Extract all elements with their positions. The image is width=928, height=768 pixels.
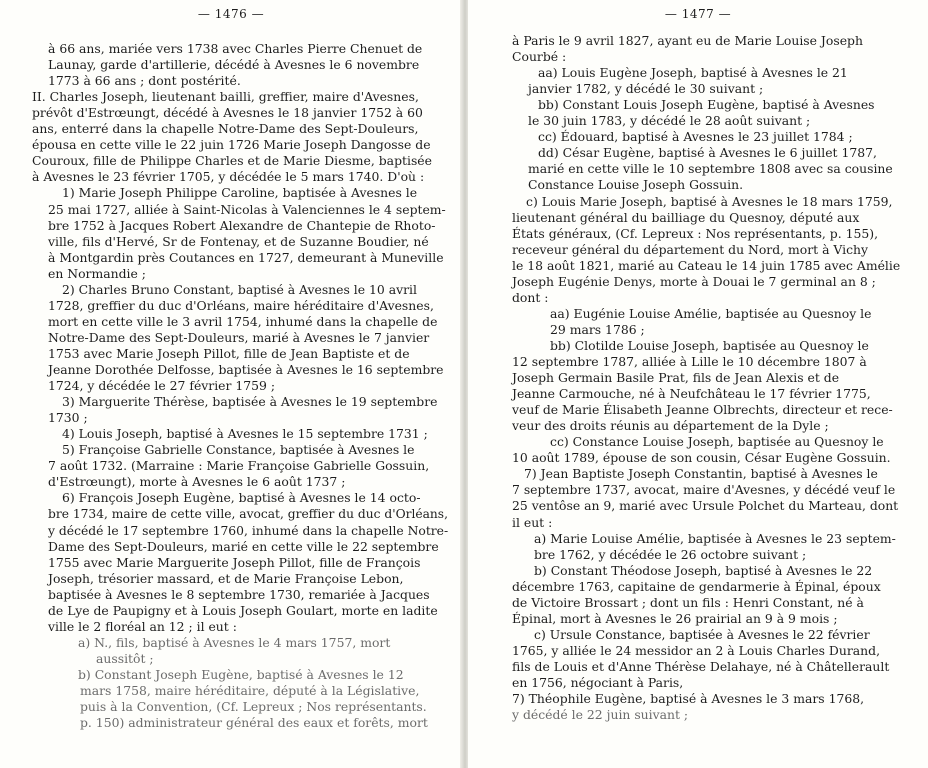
text-line: 1773 à 66 ans ; dont postérité. [48,73,241,88]
text-line: décembre 1763, capitaine de gendarmerie à Épinal, époux [512,579,881,594]
text-line: ville, fils d'Hervé, Sr de Fontenay, et de Suzanne Boudier, né [48,234,429,249]
text-line: dont : [512,290,549,305]
text-line: en 1756, négociant à Paris, [512,675,684,690]
text-line: 1765, y alliée le 24 messidor an 2 à Louis Charles Durand, [512,643,881,658]
text-line: baptisée à Avesnes le 8 septembre 1730, remariée à Jacques [48,587,430,602]
text-line: Notre-Dame des Sept-Douleurs, marié à Avesnes le 7 janvier [48,330,430,345]
text-line: Jeanne Carmouche, né à Neufchâteau le 17 février 1775, [512,386,871,401]
text-line: lieutenant général du bailliage du Quesnoy, député aux [512,210,860,225]
text-line: ans, enterré dans la chapelle Notre-Dame des Sept-Douleurs, [32,121,419,136]
text-line: de Victoire Brossart ; dont un fils : Henri Constant, né à [512,595,864,610]
text-line: épousa en cette ville le 22 juin 1726 Marie Joseph Dangosse de [32,137,431,152]
text-line: 1730 ; [48,410,88,425]
text-line: 6) François Joseph Eugène, baptisé à Avesnes le 14 octo- [62,490,421,505]
text-line: à Montgardin près Coutances en 1727, demeurant à Muneville [48,250,444,265]
text-line: veuf de Marie Élisabeth Jeanne Olbrechts, directeur et rece- [512,402,893,417]
text-line: y décédé le 22 juin suivant ; [512,707,689,722]
text-line: d'Estrœungt), morte à Avesnes le 6 août 1737 ; [48,474,346,489]
text-line: 29 mars 1786 ; [550,322,645,337]
text-line: il eut : [512,515,553,530]
text-line: b) Constant Joseph Eugène, baptisé à Avesnes le 12 [78,667,404,682]
text-line: bre 1762, y décédée le 26 octobre suivant ; [534,547,807,562]
text-line: Couroux, fille de Philippe Charles et de Marie Diesme, baptisée [32,153,432,168]
text-line: 1753 avec Marie Joseph Pillot, fille de Jean Baptiste et de [48,346,410,361]
text-line: 25 ventôse an 9, marié avec Ursule Polchet du Marteau, dont [512,498,899,513]
text-line: janvier 1782, y décédé le 30 suivant ; [528,81,764,96]
text-line: 1) Marie Joseph Philippe Caroline, baptisée à Avesnes le [62,185,418,200]
text-line: cc) Constance Louise Joseph, baptisée au Quesnoy le [550,434,884,449]
text-line: dd) César Eugène, baptisé à Avesnes le 6 juillet 1787, [538,145,877,160]
text-line: prévôt d'Estrœungt, décédé à Avesnes le 18 janvier 1752 à 60 [32,105,423,120]
text-line: États généraux, (Cf. Lepreux : Nos représentants, p. 155), [512,226,879,241]
text-line: 4) Louis Joseph, baptisé à Avesnes le 15 septembre 1731 ; [62,426,428,441]
text-line: à Paris le 9 avril 1827, ayant eu de Marie Louise Joseph [512,33,863,48]
text-line: le 30 juin 1783, y décédé le 28 août suivant ; [528,113,811,128]
text-line: Courbé : [512,49,567,64]
left-page [0,0,462,768]
text-line: 10 août 1789, épouse de son cousin, César Eugène Gossuin. [512,450,891,465]
text-line: a) N., fils, baptisé à Avesnes le 4 mars 1757, mort [78,635,391,650]
text-line: le 18 août 1821, marié au Cateau le 14 juin 1785 avec Amélie [512,258,901,273]
text-line: cc) Édouard, baptisé à Avesnes le 23 juillet 1784 ; [538,129,853,144]
text-line: en Normandie ; [48,266,146,281]
text-line: bb) Constant Louis Joseph Eugène, baptisé à Avesnes [538,97,875,112]
text-line: veur des droits réunis au département de la Dyle ; [512,418,829,433]
text-line: 7 août 1732. (Marraine : Marie Françoise Gabrielle Gossuin, [48,458,430,473]
text-line: receveur général du département du Nord, mort à Vichy [512,242,869,257]
text-line: ville le 2 floréal an 12 ; il eut : [48,619,237,634]
text-line: Épinal, mort à Avesnes le 26 prairial an 9 à 9 mois ; [512,611,838,626]
text-line: marié en cette ville le 10 septembre 1808 avec sa cousine [528,161,893,176]
text-line: Dame des Sept-Douleurs, marié en cette ville le 22 septembre [48,539,439,554]
text-line: 2) Charles Bruno Constant, baptisé à Avesnes le 10 avril [62,282,417,297]
text-line: aa) Louis Eugène Joseph, baptisé à Avesnes le 21 [538,65,848,80]
text-line: bb) Clotilde Louise Joseph, baptisée au Quesnoy le [550,338,869,353]
text-line: 25 mai 1727, alliée à Saint-Nicolas à Valenciennes le 4 septem- [48,202,446,217]
text-line: bre 1752 à Jacques Robert Alexandre de Chantepie de Rhoto- [48,218,436,233]
text-line: fils de Louis et d'Anne Thérèse Delahaye, né à Châtellerault [512,659,890,674]
text-line: II. Charles Joseph, lieutenant bailli, greffier, maire d'Avesnes, [32,89,419,104]
text-line: Joseph Eugénie Denys, morte à Douai le 7 germinal an 8 ; [512,274,876,289]
text-line: Joseph, trésorier massard, et de Marie Françoise Lebon, [48,571,404,586]
text-line: 7 septembre 1737, avocat, maire d'Avesnes, y décédé veuf le [512,482,896,497]
text-line: bre 1734, maire de cette ville, avocat, greffier du duc d'Orléans, [48,506,448,521]
text-line: Joseph Germain Basile Prat, fils de Jean Alexis et de [512,370,840,385]
text-line: 7) Théophile Eugène, baptisé à Avesnes le 3 mars 1768, [512,691,865,706]
text-line: 3) Marguerite Thérèse, baptisée à Avesnes le 19 septembre [62,394,438,409]
text-line: Launay, garde d'artillerie, décédé à Avesnes le 6 novembre [48,57,420,72]
text-line: mars 1758, maire héréditaire, député à la Législative, [80,683,420,698]
right-page [468,0,928,768]
text-line: mort en cette ville le 3 avril 1754, inhumé dans la chapelle de [48,314,438,329]
page-number: — 1476 — [197,7,265,21]
text-line: Jeanne Dorothée Delfosse, baptisée à Avesnes le 16 septembre [48,362,444,377]
text-line: 5) Françoise Gabrielle Constance, baptisée à Avesnes le [62,442,415,457]
text-line: à Avesnes le 23 février 1705, y décédée le 5 mars 1740. D'où : [32,169,425,184]
text-line: aa) Eugénie Louise Amélie, baptisée au Quesnoy le [550,306,872,321]
text-line: y décédé le 17 septembre 1760, inhumé dans la chapelle Notre- [48,523,449,538]
text-line: aussitôt ; [96,651,154,666]
text-line: a) Marie Louise Amélie, baptisée à Avesnes le 23 septem- [534,531,896,546]
text-line: 12 septembre 1787, alliée à Lille le 10 décembre 1807 à [512,354,867,369]
text-line: c) Ursule Constance, baptisée à Avesnes le 22 février [534,627,870,642]
text-line: 1724, y décédée le 27 février 1759 ; [48,378,276,393]
text-line: à 66 ans, mariée vers 1738 avec Charles Pierre Chenuet de [48,41,423,56]
text-line: c) Louis Marie Joseph, baptisé à Avesnes le 18 mars 1759, [526,194,893,209]
text-line: 1728, greffier du duc d'Orléans, maire héréditaire d'Avesnes, [48,298,434,313]
text-line: puis à la Convention, (Cf. Lepreux ; Nos représentants. [80,699,427,714]
text-line: Constance Louise Joseph Gossuin. [528,177,744,192]
text-line: de Lye de Paupigny et à Louis Joseph Goulart, morte en ladite [48,603,438,618]
text-line: p. 150) administrateur général des eaux et forêts, mort [80,715,428,730]
text-line: 1755 avec Marie Marguerite Joseph Pillot, fille de François [48,555,421,570]
page-number: — 1477 — [664,7,732,21]
text-line: b) Constant Théodose Joseph, baptisé à Avesnes le 22 [534,563,873,578]
text-line: 7) Jean Baptiste Joseph Constantin, baptisé à Avesnes le [524,466,878,481]
